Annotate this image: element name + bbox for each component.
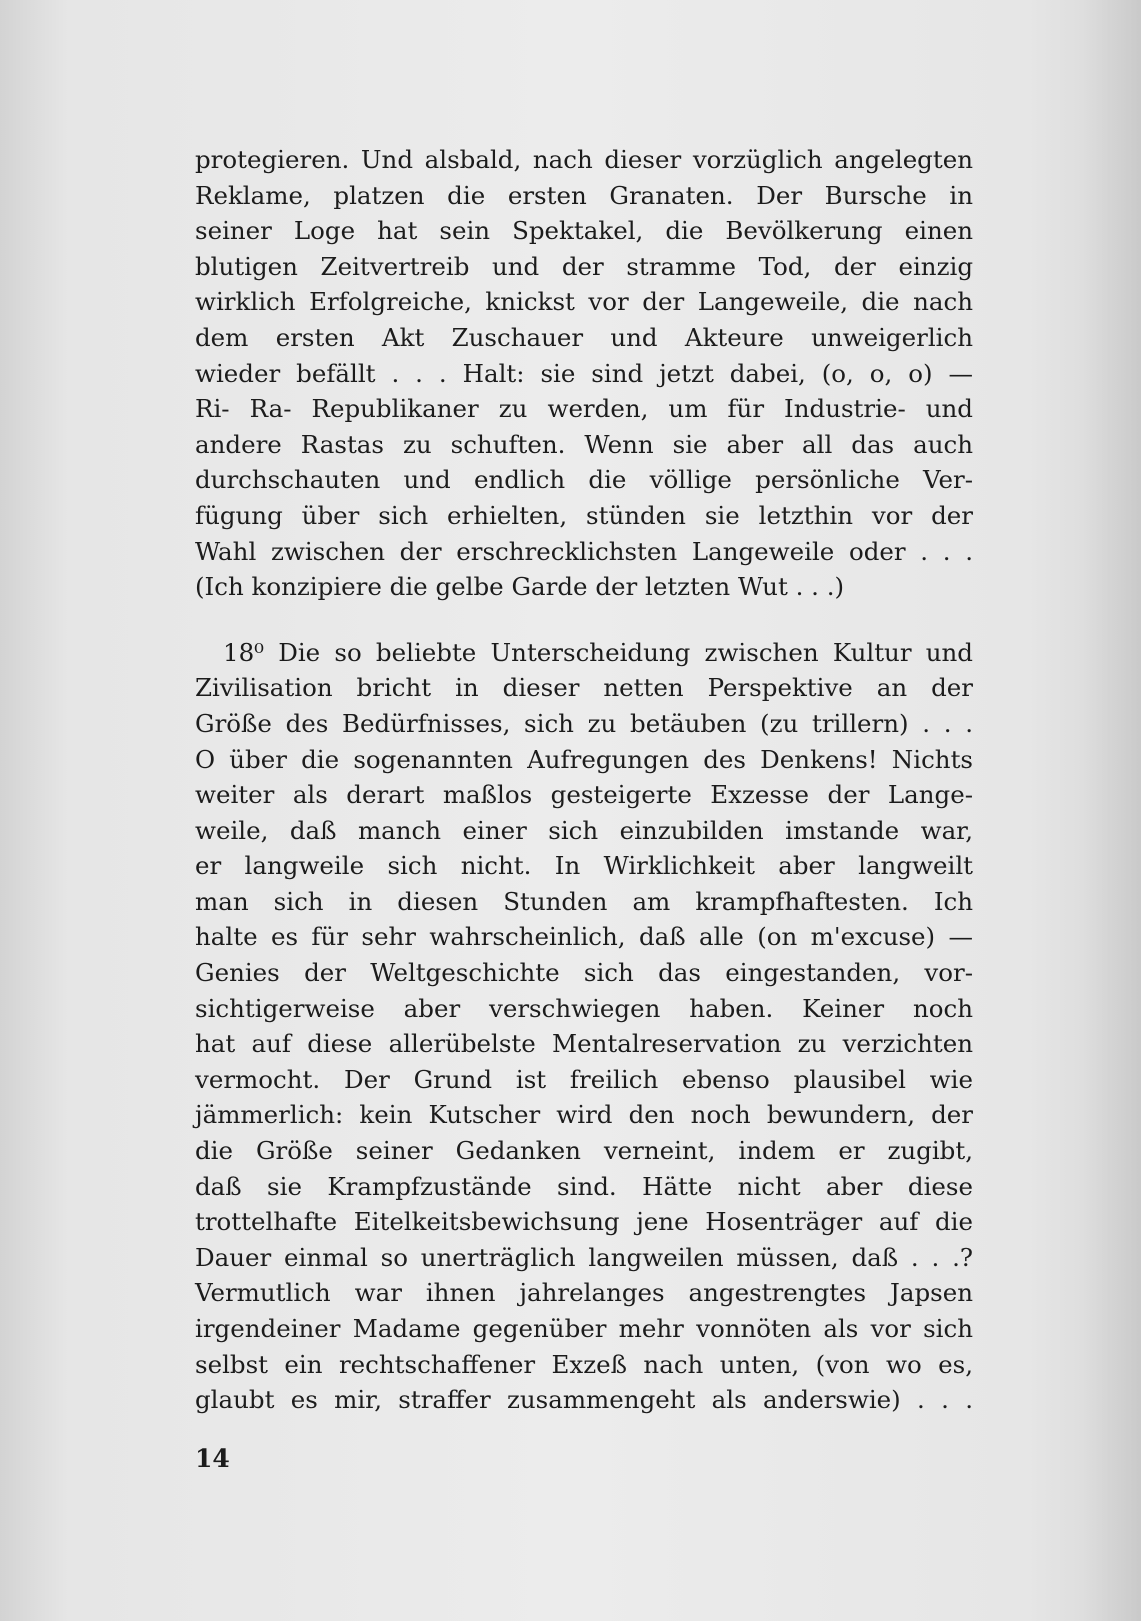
paragraph-gap — [195, 605, 973, 635]
text-line: sichtigerweise aber verschwiegen haben. Keiner noch — [195, 993, 973, 1023]
page-number: 14 — [195, 1444, 230, 1473]
text-line: daß sie Krampfzustände sind. Hätte nicht aber diese — [195, 1171, 973, 1201]
text-line: protegieren. Und alsbald, nach dieser vorzüglich angelegten — [195, 145, 973, 174]
text-line: blutigen Zeitvertreib und der stramme Tod, der einzig — [195, 251, 973, 281]
text-line: irgendeiner Madame gegenüber mehr vonnöten als vor sich — [195, 1314, 973, 1343]
text-line: Vermutlich war ihnen jahrelanges angestrengtes Japsen — [195, 1278, 973, 1308]
text-line: (Ich konzipiere die gelbe Garde der letzten Wut . . .) — [195, 572, 845, 602]
text-line: er langweile sich nicht. In Wirklichkeit aber langweilt — [195, 851, 973, 881]
text-line: Reklame, platzen die ersten Granaten. Der Bursche in — [195, 180, 973, 210]
text-line: Ri- Ra- Republikaner zu werden, um für Industrie- und — [195, 394, 973, 424]
text-line: Zivilisation bricht in dieser netten Perspektive an der — [195, 673, 973, 703]
text-line: man sich in diesen Stunden am krampfhaftesten. Ich — [195, 886, 973, 916]
text-line: fügung über sich erhielten, stünden sie letzthin vor der — [195, 500, 973, 530]
text-line: wirklich Erfolgreiche, knickst vor der Langeweile, die nach — [195, 287, 973, 317]
text-line: durchschauten und endlich die völlige persönliche Ver- — [195, 465, 973, 495]
text-line: wieder befällt . . . Halt: sie sind jetzt dabei, (o, o, o) — — [195, 358, 973, 388]
text-line: hat auf diese allerübelste Mentalreservation zu verzichten — [195, 1029, 973, 1059]
text-line: O über die sogenannten Aufregungen des Denkens! Nichts — [195, 744, 973, 774]
text-line: seiner Loge hat sein Spektakel, die Bevölkerung einen — [195, 216, 973, 246]
text-line: selbst ein rechtschaffener Exzeß nach unten, (von wo es, — [195, 1349, 973, 1379]
text-line: 18⁰ Die so beliebte Unterscheidung zwischen Kultur und — [223, 637, 973, 667]
text-line: jämmerlich: kein Kutscher wird den noch bewundern, der — [195, 1100, 973, 1130]
text-line: Größe des Bedürfnisses, sich zu betäuben (zu trillern) . . . — [195, 708, 973, 738]
text-line: weile, daß manch einer sich einzubilden imstande war, — [195, 815, 973, 845]
text-line: Dauer einmal so unerträglich langweilen müssen, daß . . .? — [195, 1242, 973, 1272]
body-text — [195, 142, 973, 1418]
page-shadow — [1081, 0, 1141, 1621]
text-line: vermocht. Der Grund ist freilich ebenso plausibel wie — [195, 1064, 973, 1094]
paragraph-1 — [195, 142, 973, 605]
text-line: weiter als derart maßlos gesteigerte Exzesse der Lange- — [195, 780, 973, 810]
text-line: trottelhafte Eitelkeitsbewichsung jene Hosenträger auf die — [195, 1207, 973, 1237]
paragraph-2 — [195, 635, 973, 1418]
text-line: halte es für sehr wahrscheinlich, daß alle (on m'excuse) — — [195, 922, 973, 952]
text-line: die Größe seiner Gedanken verneint, indem er zugibt, — [195, 1136, 973, 1166]
text-line: Wahl zwischen der erschrecklichsten Langeweile oder . . . — [195, 536, 973, 566]
text-line: Genies der Weltgeschichte sich das eingestanden, vor- — [195, 958, 973, 988]
text-line: dem ersten Akt Zuschauer und Akteure unweigerlich — [195, 322, 973, 352]
text-line: glaubt es mir, straffer zusammengeht als anderswie) . . . — [195, 1385, 973, 1415]
text-line: andere Rastas zu schuften. Wenn sie aber all das auch — [195, 429, 973, 459]
